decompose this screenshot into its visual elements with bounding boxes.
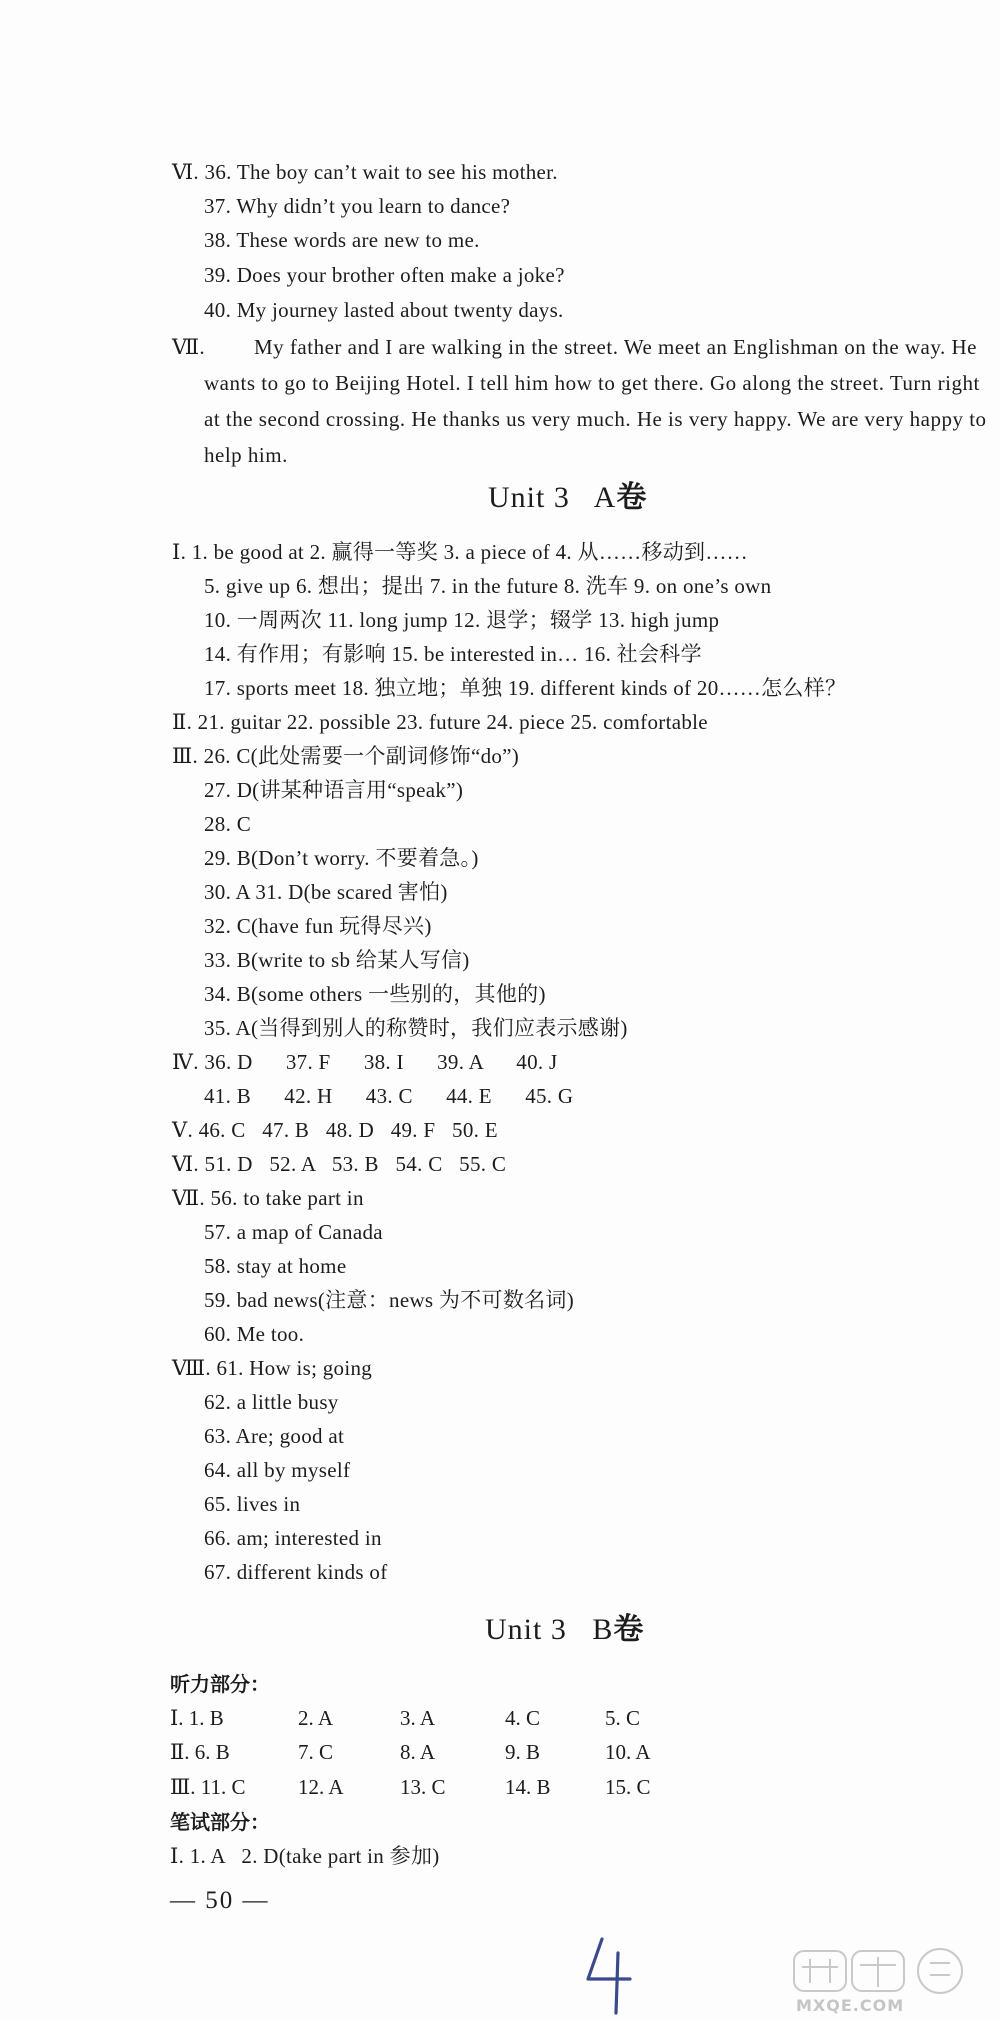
answer-line: Ⅷ. 61. How is; going xyxy=(172,1356,373,1380)
handwritten-four-mark xyxy=(580,1935,640,2015)
answer-line: 59. bad news(注意：news 为不可数名词) xyxy=(204,1288,575,1312)
answer-line: 27. D(讲某种语言用“speak”) xyxy=(204,778,464,802)
answer-line: 67. different kinds of xyxy=(204,1560,388,1584)
section-label: Ⅶ. xyxy=(172,335,205,359)
answer-cell: 14. B xyxy=(505,1775,551,1799)
answer-line: Ⅰ. 1. be good at 2. 赢得一等奖 3. a piece of 4. 从……移动到…… xyxy=(172,540,748,564)
watermark-logo xyxy=(790,1945,995,2017)
answer-line: 34. B(some others 一些别的，其他的) xyxy=(204,982,546,1006)
answer-line: 35. A(当得到别人的称赞时，我们应表示感谢) xyxy=(204,1016,628,1040)
answer-line: Ⅴ. 46. C 47. B 48. D 49. F 50. E xyxy=(172,1118,498,1142)
answer-line: 41. B 42. H 43. C 44. E 45. G xyxy=(204,1084,574,1108)
answer-line: 37. Why didn’t you learn to dance? xyxy=(204,194,511,218)
answer-line: 32. C(have fun 玩得尽兴) xyxy=(204,914,432,938)
answer-cell: 5. C xyxy=(605,1706,641,1730)
answer-line: Ⅶ. 56. to take part in xyxy=(172,1186,364,1210)
answer-cell: 15. C xyxy=(605,1775,651,1799)
answer-line: 29. B(Don’t worry. 不要着急。) xyxy=(204,846,479,870)
page-number: — 50 — xyxy=(170,1887,270,1914)
unit-title-text: Unit 3 A xyxy=(488,481,617,514)
answer-line: 63. Are; good at xyxy=(204,1424,345,1448)
answer-line: 38. These words are new to me. xyxy=(204,228,480,252)
answer-cell: 13. C xyxy=(400,1775,446,1799)
answer-cell: 8. A xyxy=(400,1740,436,1764)
written-label: 笔试部分： xyxy=(170,1810,270,1834)
answer-cell: Ⅰ. 1. B xyxy=(170,1706,224,1730)
unit-title-juan: 卷 xyxy=(616,480,648,515)
answer-line: Ⅳ. 36. D 37. F 38. I 39. A 40. J xyxy=(172,1050,558,1074)
answer-line: Ⅵ. 51. D 52. A 53. B 54. C 55. C xyxy=(172,1152,507,1176)
unit-title-a xyxy=(488,480,647,516)
unit-title-b xyxy=(485,1612,644,1648)
answer-line: 17. sports meet 18. 独立地；单独 19. different kinds of 20……怎么样？ xyxy=(204,676,847,700)
unit-title-text: Unit 3 B xyxy=(485,1613,614,1646)
answer-line: 10. 一周两次 11. long jump 12. 退学；辍学 13. high jump xyxy=(204,608,720,632)
watermark xyxy=(790,1945,995,2017)
answer-cell: 4. C xyxy=(505,1706,541,1730)
answer-cell: 9. B xyxy=(505,1740,541,1764)
svg-text:MXQE.COM: MXQE.COM xyxy=(796,1996,905,2015)
answer-line: 58. stay at home xyxy=(204,1254,347,1278)
answer-line: 62. a little busy xyxy=(204,1390,339,1414)
answer-line: 40. My journey lasted about twenty days. xyxy=(204,298,564,322)
answer-line: Ⅵ. 36. The boy can’t wait to see his mother. xyxy=(172,160,558,184)
answer-line: 66. am; interested in xyxy=(204,1526,382,1550)
answer-cell: 3. A xyxy=(400,1706,436,1730)
answer-line: 28. C xyxy=(204,812,252,836)
answer-line: 5. give up 6. 想出；提出 7. in the future 8. 洗车 9. on one’s own xyxy=(204,574,772,598)
answer-line: 39. Does your brother often make a joke? xyxy=(204,263,565,287)
answer-cell: Ⅱ. 6. B xyxy=(170,1740,230,1764)
answer-line: Ⅲ. 26. C(此处需要一个副词修饰“do”) xyxy=(172,744,520,768)
unit-title-juan: 卷 xyxy=(613,1612,645,1647)
answer-cell: 2. A xyxy=(298,1706,334,1730)
answer-cell: 10. A xyxy=(605,1740,651,1764)
answer-line: 14. 有作用；有影响 15. be interested in… 16. 社会科学 xyxy=(204,642,702,666)
answer-cell: 7. C xyxy=(298,1740,334,1764)
answer-line: 65. lives in xyxy=(204,1492,301,1516)
answer-cell: Ⅲ. 11. C xyxy=(170,1775,246,1799)
answer-line: Ⅱ. 21. guitar 22. possible 23. future 24. piece 25. comfortable xyxy=(172,710,708,734)
answer-line: 57. a map of Canada xyxy=(204,1220,383,1244)
answer-cell: 12. A xyxy=(298,1775,344,1799)
listening-label: 听力部分： xyxy=(170,1672,270,1696)
answer-line: 60. Me too. xyxy=(204,1322,305,1346)
passage-paragraph: My father and I are walking in the street. We meet an Englishman on the way. He wants to go to Beijing Hotel. I tell him how to get there. Go along the street. Turn right at the second crossing. He thanks us very much. He is very happy. We are very happy to help him. xyxy=(204,335,987,467)
answer-line: 64. all by myself xyxy=(204,1458,351,1482)
answer-line: Ⅰ. 1. A 2. D(take part in 参加) xyxy=(170,1844,440,1868)
answer-line: 33. B(write to sb 给某人写信) xyxy=(204,948,470,972)
answer-line: 30. A 31. D(be scared 害怕) xyxy=(204,880,448,904)
